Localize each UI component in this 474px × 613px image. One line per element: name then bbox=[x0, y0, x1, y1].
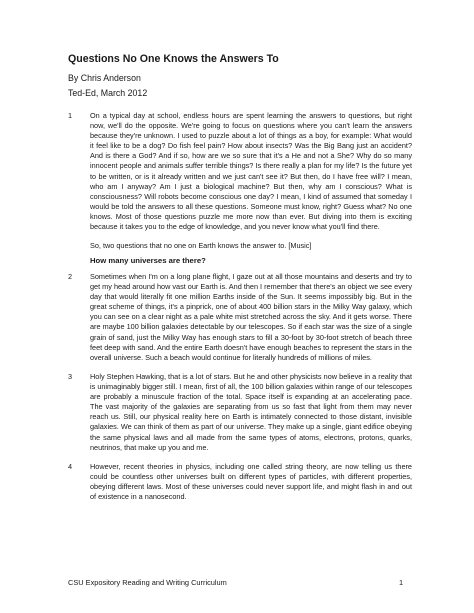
document-title: Questions No One Knows the Answers To bbox=[68, 53, 279, 65]
document-source: Ted-Ed, March 2012 bbox=[68, 88, 148, 98]
paragraph-text: Sometimes when I'm on a long plane flight, I gaze out at all those mountains and deserts and try to get my head around how vast our Earth is. And then I remember that there's an object we see every day that would literally fit one million Earths inside of the Sun. It seems impossibly big. But in the great scheme of things, it's a pinprick, one of about 400 billion stars in the Milky Way galaxy, which you can see on a clear night as a pale white mist stretched across the sky. And it gets worse. There are maybe 100 billion galaxies detectable by our telescopes. So if each star was the size of a single grain of sand, just the Milky Way has enough stars to fill a 30-foot by 30-foot stretch of beach three feet deep with sand. And the entire Earth doesn't have enough beaches to represent the stars in the overall universe. Such a beach would continue for literally hundreds of millions of miles. bbox=[90, 272, 412, 362]
paragraph-4 bbox=[68, 462, 412, 502]
section-heading: How many universes are there? bbox=[90, 256, 206, 265]
paragraph-text: However, recent theories in physics, including one called string theory, are now telling us there could be countless other universes built on different types of particles, with different properties, obeying different laws. Most of these universes could never support life, and might flash in and out of existence in a nanosecond. bbox=[90, 462, 412, 502]
paragraph-3 bbox=[68, 372, 412, 453]
footer-page-number: 1 bbox=[399, 578, 404, 587]
paragraph-number: 3 bbox=[68, 372, 73, 381]
paragraph-text: Holy Stephen Hawking, that is a lot of stars. But he and other physicists now believe in a reality that is unimaginably bigger still. I mean, first of all, the 100 billion galaxies within range of our telescopes are probably a minuscule fraction of the total. Space itself is expanding at an accelerating pace. The vast majority of the galaxies are separating from us so fast that light from them may never reach us. Still, our physical reality here on Earth is intimately connected to those distant, invisible galaxies. We can think of them as part of our universe. They make up a single, giant edifice obeying the same physical laws and all made from the same types of atoms, electrons, protons, quarks, neutrinos, that make up you and me. bbox=[90, 372, 412, 452]
paragraph-number: 2 bbox=[68, 272, 73, 281]
paragraph-number: 1 bbox=[68, 111, 73, 120]
paragraph-number: 4 bbox=[68, 462, 73, 471]
document-author: By Chris Anderson bbox=[68, 73, 141, 83]
paragraph-2 bbox=[68, 272, 412, 363]
paragraph-text: On a typical day at school, endless hours are spent learning the answers to questions, but right now, we'll do the opposite. We're going to focus on questions where you can't learn the answers because they're unknown. I used to puzzle about a lot of things as a boy, for example: What would it feel like to be a dog? Do fish feel pain? How about insects? Was the Big Bang just an accident? And is there a God? And if so, how are we so sure that it's a He and not a She? Why do so many innocent people and animals suffer terrible things? Is there really a plan for my life? Is the future yet to be written, or is it already written and we just can't see it? But then, do I have free will? I mean, who am I anyway? Am I just a biological machine? But then, why am I conscious? What is consciousness? Will robots become conscious one day? I mean, I kind of assumed that someday I would be told the answers to all these questions. Someone must know, right? Guess what? No one knows. Most of those questions puzzle me more now than ever. But diving into them is exciting because it takes you to the edge of knowledge, and you never know what you'll find there. bbox=[90, 111, 412, 232]
paragraph-1 bbox=[68, 111, 412, 232]
footer-curriculum: CSU Expository Reading and Writing Curriculum bbox=[68, 578, 227, 587]
music-line: So, two questions that no one on Earth knows the answer to. [Music] bbox=[90, 241, 312, 250]
